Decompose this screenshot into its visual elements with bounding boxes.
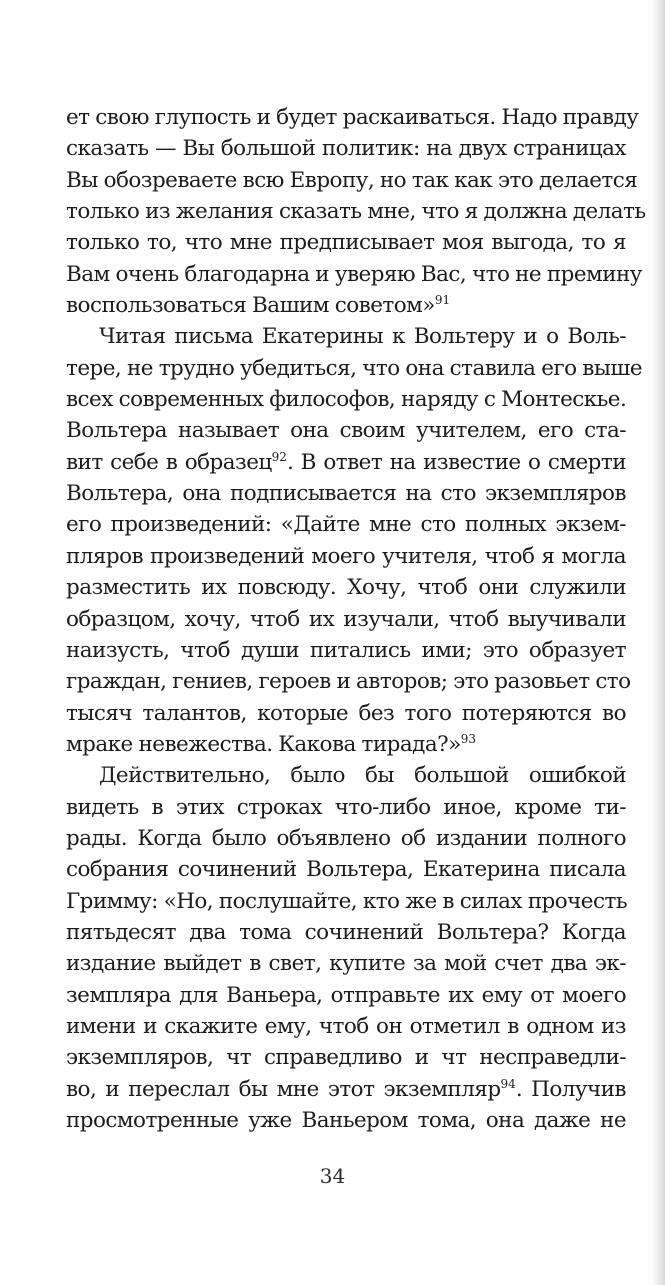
text-line: просмотренные уже Ваньером тома, она даже не bbox=[66, 1108, 626, 1133]
page-edge-shadow bbox=[651, 0, 665, 1285]
text-line: всех современных философов, наряду с Монтескье. bbox=[66, 387, 627, 413]
footnote-marker: 91 bbox=[434, 292, 451, 307]
text-line: земпляра для Ваньера, отправьте их ему от моего bbox=[66, 982, 626, 1008]
text-line: Вам очень благодарна и уверяю Вас, что не премину bbox=[66, 261, 642, 287]
text-line: во, и переслал бы мне этот экземпляр$^{94}$. Получив bbox=[66, 1076, 626, 1102]
text-line: Вы обозреваете всю Европу, но так как это делается bbox=[66, 167, 638, 193]
book-page-body bbox=[66, 102, 646, 1136]
text-line: пятьдесят два тома сочинений Вольтера? Когда bbox=[66, 919, 626, 945]
paragraph-first-line: Читая письма Екатерины к Вольтеру и о Воль- bbox=[99, 324, 626, 350]
text-line: образцом, хочу, чтоб их изучали, чтоб выучивали bbox=[66, 606, 626, 632]
text-line: собрания сочинений Вольтера, Екатерина писала bbox=[66, 857, 626, 883]
text-line: Гримму: «Но, послушайте, кто же в силах прочесть bbox=[66, 888, 627, 914]
text-line: вит себе в образец$^{92}$. В ответ на известие о смерти bbox=[66, 449, 626, 475]
text-line: видеть в этих строках что-либо иное, кроме ти- bbox=[66, 794, 626, 820]
footnote-marker: 92 bbox=[271, 449, 287, 464]
text-line: только из желания сказать мне, что я должна делать bbox=[66, 199, 646, 225]
text-line: граждан, гениев, героев и авторов; это разовьет сто bbox=[66, 669, 631, 695]
footnote-marker: 93 bbox=[460, 731, 476, 746]
text-line: пляров произведений моего учителя, чтоб я могла bbox=[66, 543, 626, 569]
text-line: Вольтера называет она своим учителем, его ста- bbox=[66, 418, 626, 444]
text-line: экземпляров, чт справедливо и чт несправедли- bbox=[66, 1045, 626, 1071]
text-line: разместить их повсюду. Хочу, чтоб они служили bbox=[66, 575, 626, 601]
text-line: только то, что мне предписывает моя выгода, то я bbox=[66, 230, 626, 256]
text-line: тысяч талантов, которые без того потеряются во bbox=[66, 700, 626, 726]
page-number: 34 bbox=[319, 1164, 346, 1188]
text-line: воспользоваться Вашим советом»$^{91}$ bbox=[66, 292, 451, 319]
text-line: сказать — Вы большой политик: на двух страницах bbox=[66, 136, 626, 162]
text-line: тере, не трудно убедиться, что она ставила его выше bbox=[66, 355, 643, 381]
paragraph-first-line: Действительно, было бы большой ошибкой bbox=[99, 763, 626, 789]
text-line: имени и скажите ему, чтоб он отметил в одном из bbox=[66, 1013, 626, 1039]
text-line: ет свою глупость и будет раскаиваться. Надо правду bbox=[66, 105, 639, 130]
text-line: рады. Когда было объявлено об издании полного bbox=[66, 825, 626, 851]
text-line: наизусть, чтоб души питались ими; это образует bbox=[66, 637, 626, 663]
text-line: его произведений: «Дайте мне сто полных экзем- bbox=[66, 512, 626, 538]
text-line: Вольтера, она подписывается на сто экземпляров bbox=[66, 481, 626, 507]
text-line: мраке невежества. Какова тирада?»$^{93}$ bbox=[66, 731, 476, 757]
text-line: издание выйдет в свет, купите за мой счет два эк- bbox=[66, 951, 626, 977]
footnote-marker: 94 bbox=[500, 1076, 516, 1091]
